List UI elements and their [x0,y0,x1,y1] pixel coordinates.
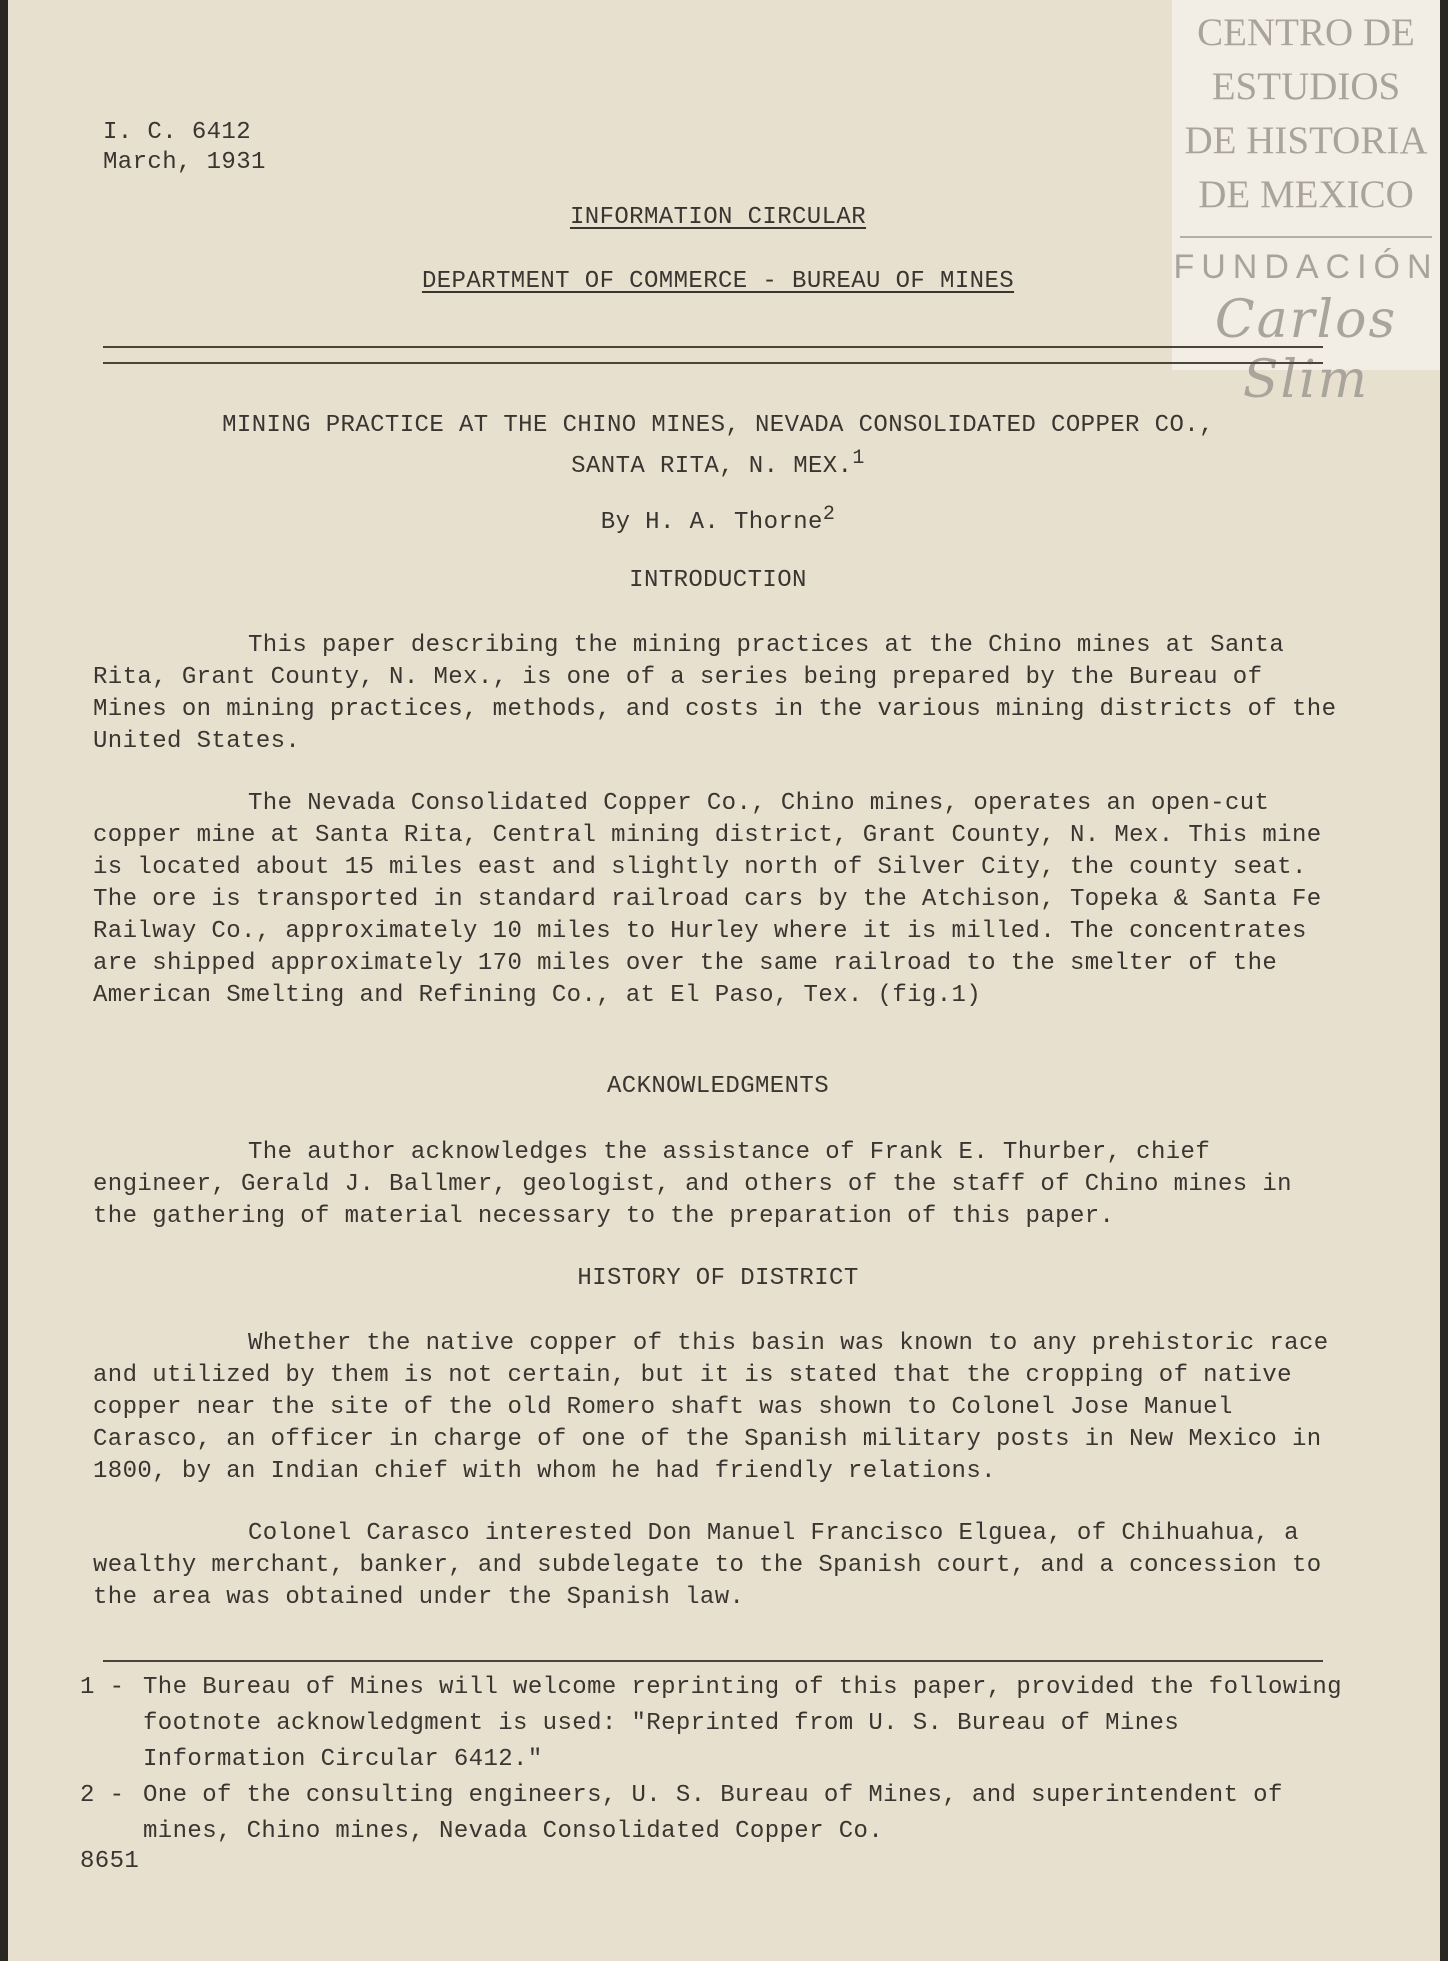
footnote [80,1670,1350,1778]
paragraph: The Nevada Consolidated Copper Co., Chino mines, operates an open-cut copper mine at Santa Rita, Central mining district, Grant County, N. Mex. This mine is located about 15 miles east and slightly north of Silver City, the county seat. The ore is transported in standard railroad cars by the Atchison, Topeka & Santa Fe Railway Co., approximately 10 miles to Hurley where it is milled. The concentrates are shipped approximately 170 miles over the same railroad to the smelter of the American Smelting and Refining Co., at El Paso, Tex. (fig.1) [93,790,1322,1009]
watermark-line: DE HISTORIA [1184,119,1428,162]
department-heading: DEPARTMENT OF COMMERCE - BUREAU OF MINES [421,268,1015,295]
article-title-line [8,442,1428,483]
paragraph: This paper describing the mining practices at the Chino mines at Santa Rita, Grant County, N. Mex., is one of a series being prepared by the Bureau of Mines on mining practices, methods, and costs in the various mining districts of the United States. [93,632,1337,755]
paragraph: Whether the native copper of this basin was known to any prehistoric race and utilized by them is not certain, but it is stated that the cropping of native copper near the site of the old Romero shaft was shown to Colonel Jose Manuel Carasco, an officer in charge of one of the Spanish military posts in New Mexico in 1800, by an Indian chief with whom he had friendly relations. [93,1330,1329,1485]
article-title-line: MINING PRACTICE AT THE CHINO MINES, NEVADA CONSOLIDATED COPPER CO., [222,412,1214,439]
circular-type-heading: INFORMATION CIRCULAR [569,204,867,231]
footnote-number: 2 - [80,1782,125,1809]
footnote-number: 1 - [80,1674,125,1701]
section-heading-history: HISTORY OF DISTRICT [577,1265,859,1292]
watermark-signature: Carlos Slim [1214,290,1398,410]
watermark-line: CENTRO DE [1197,11,1415,54]
paragraph: Colonel Carasco interested Don Manuel Francisco Elguea, of Chihuahua, a wealthy merchant, banker, and subdelegate to the Spanish court, and a concession to the area was obtained under the Spanish law. [93,1520,1322,1611]
section-heading-acknowledgments: ACKNOWLEDGMENTS [606,1073,830,1100]
header-rule-bottom [103,362,1323,364]
footnote-ref: 1 [852,447,865,470]
document-page [8,0,1440,1961]
document-number: 8651 [80,1848,140,1875]
author: By H. A. Thorne [600,509,823,536]
article-title [8,409,1428,483]
circular-header [103,118,266,178]
watermark-divider [1180,236,1432,238]
watermark-line: ESTUDIOS [1211,65,1401,108]
footnotes [80,1670,1350,1850]
footnote-rule [103,1660,1323,1662]
circular-id: I. C. 6412 [103,119,252,146]
archive-watermark [1172,0,1440,410]
section-heading-introduction: INTRODUCTION [629,567,807,594]
byline [8,503,1428,536]
article-title-location: SANTA RITA, N. MEX. [571,453,853,480]
footnote [80,1778,1350,1850]
footnote-text: The Bureau of Mines will welcome reprinting of this paper, provided the following footnote acknowledgment is used: "Reprinted from U. S. Bureau of Mines Information Circular 6412." [143,1674,1342,1773]
footnote-text: One of the consulting engineers, U. S. Bureau of Mines, and superintendent of mines, Chino mines, Nevada Consolidated Copper Co. [143,1782,1283,1845]
circular-date: March, 1931 [103,149,266,176]
header-rule-top [103,346,1323,348]
paragraph: The author acknowledges the assistance of Frank E. Thurber, chief engineer, Gerald J. Ballmer, geologist, and others of the staff of Chino mines in the gathering of material necessary to the preparation of this paper. [93,1139,1292,1230]
footnote-ref: 2 [822,503,836,526]
watermark-foundation: FUNDACIÓN [1173,248,1439,286]
watermark-line: DE MEXICO [1198,173,1414,216]
